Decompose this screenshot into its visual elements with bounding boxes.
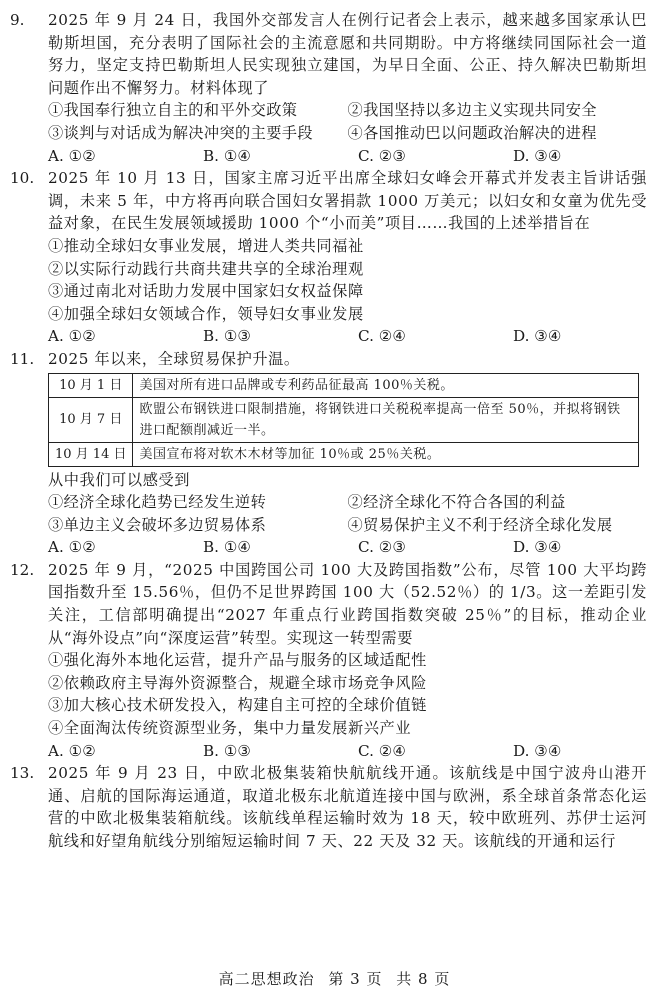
option-2: ②以实际行动践行共商共建共享的全球治理观 — [48, 259, 364, 278]
table-cell-date: 10 月 14 日 — [49, 442, 133, 466]
footer-page-number: 第 3 页 — [328, 970, 383, 988]
choice-a: A. ①② — [48, 327, 96, 346]
question-number: 10. — [10, 169, 35, 188]
option-1: ①经济全球化趋势已经发生逆转 — [48, 493, 267, 512]
question-lead: 从中我们可以感受到 — [48, 470, 191, 489]
table-row — [49, 442, 639, 466]
option-4: ④全面淘汰传统资源型业务，集中力量发展新兴产业 — [48, 719, 412, 738]
question-stem: 2025 年 9 月 23 日，中欧北极集装箱快航航线开通。该航线是中国宁波舟山港开通、启航的国际海运通道，取道北极东北航道连接中国与欧洲，系全球首条常态化运营的中欧北极集装箱航线。该航线单程运输时效为 18 天，较中欧班列、苏伊士运河航线和好望角航线分别缩短运输时间 7 天、22 天及 32 天。该航线的开通和运行 — [48, 764, 647, 850]
option-2: ②依赖政府主导海外资源整合，规避全球市场竞争风险 — [48, 673, 427, 692]
question-13 — [10, 762, 647, 852]
choice-d: D. ③④ — [513, 146, 562, 165]
choice-b: B. ①④ — [203, 146, 252, 165]
footer-subject: 高二思想政治 — [218, 970, 315, 988]
question-stem: 2025 年 9 月，“2025 中国跨国公司 100 大及跨国指数”公布，尽管 100 大平均跨国指数升至 15.56％，但仍不足世界跨国 100 大（52.52％）的 1/3。这一差距引发关注，工信部明确提出“2027 年重点行业跨国指数突破 25％”的目标，推动企业从“海外设点”向“深度运营”转型。实现这一转型需要 — [48, 560, 647, 647]
choice-c: C. ②③ — [358, 538, 406, 557]
question-9 — [10, 9, 647, 167]
question-12 — [10, 559, 647, 762]
choice-a: A. ①② — [48, 538, 96, 557]
choice-d: D. ③④ — [513, 741, 562, 760]
question-stem: 2025 年以来，全球贸易保护升温。 — [48, 349, 300, 368]
choice-d: D. ③④ — [513, 327, 562, 346]
choice-a: A. ①② — [48, 741, 96, 760]
choice-b: B. ①③ — [203, 327, 252, 346]
table-cell-date: 10 月 1 日 — [49, 373, 133, 397]
option-3: ③单边主义会破坏多边贸易体系 — [48, 515, 267, 534]
question-number: 11. — [10, 349, 35, 368]
answer-choices — [10, 145, 647, 168]
table-cell-desc: 欧盟公布钢铁进口限制措施，将钢铁进口关税税率提高一倍至 50％，并拟将钢铁进口配额削减近一半。 — [133, 397, 639, 442]
option-3: ③通过南北对话助力发展中国家妇女权益保障 — [48, 282, 364, 301]
choice-a: A. ①② — [48, 146, 96, 165]
choice-d: D. ③④ — [513, 538, 562, 557]
question-11 — [10, 348, 647, 559]
question-number: 12. — [10, 560, 35, 579]
option-4: ④贸易保护主义不利于经济全球化发展 — [347, 515, 613, 534]
option-1: ①推动全球妇女事业发展，增进人类共同福祉 — [48, 236, 364, 255]
answer-choices — [10, 325, 647, 348]
question-number: 13. — [10, 764, 35, 783]
option-2: ②经济全球化不符合各国的利益 — [347, 493, 566, 512]
option-1: ①强化海外本地化运营，提升产品与服务的区域适配性 — [48, 651, 427, 670]
choice-b: B. ①③ — [203, 741, 252, 760]
question-10 — [10, 167, 647, 348]
option-3: ③加大核心技术研发投入，构建自主可控的全球价值链 — [48, 696, 427, 715]
choice-c: C. ②③ — [358, 146, 406, 165]
option-2: ②我国坚持以多边主义实现共同安全 — [347, 101, 597, 120]
option-4: ④加强全球妇女领域合作，领导妇女事业发展 — [48, 304, 364, 323]
page-footer — [0, 968, 669, 989]
choice-c: C. ②④ — [358, 741, 406, 760]
option-4: ④各国推动巴以问题政治解决的进程 — [347, 123, 597, 142]
tariff-table — [48, 373, 639, 467]
table-row — [49, 373, 639, 397]
answer-choices — [10, 740, 647, 763]
table-cell-desc: 美国对所有进口品牌或专利药品征最高 100％关税。 — [133, 373, 639, 397]
option-1: ①我国奉行独立自主的和平外交政策 — [48, 101, 298, 120]
footer-total-pages: 共 8 页 — [396, 970, 451, 988]
table-cell-desc: 美国宣布将对软木木材等加征 10％或 25％关税。 — [133, 442, 639, 466]
choice-c: C. ②④ — [358, 327, 406, 346]
question-stem: 2025 年 9 月 24 日，我国外交部发言人在例行记者会上表示，越来越多国家承认巴勒斯坦国，充分表明了国际社会的主流意愿和共同期盼。中方将继续同国际社会一道努力，坚定支持巴勒斯坦人民实现独立建国，为早日全面、公正、持久解决巴勒斯坦问题作出不懈努力。材料体现了 — [48, 11, 647, 97]
question-number: 9. — [10, 11, 25, 29]
answer-choices — [10, 536, 647, 559]
choice-b: B. ①④ — [203, 538, 252, 557]
table-row — [49, 397, 639, 442]
table-cell-date: 10 月 7 日 — [49, 397, 133, 442]
question-stem: 2025 年 10 月 13 日，国家主席习近平出席全球妇女峰会开幕式并发表主旨讲话强调，未来 5 年，中方将再向联合国妇女署捐款 1000 万美元；以妇女和女童为优先受益对象，在民生发展领域援助 1000 个“小而美”项目……我国的上述举措旨在 — [48, 169, 647, 233]
option-3: ③谈判与对话成为解决冲突的主要手段 — [48, 123, 313, 142]
